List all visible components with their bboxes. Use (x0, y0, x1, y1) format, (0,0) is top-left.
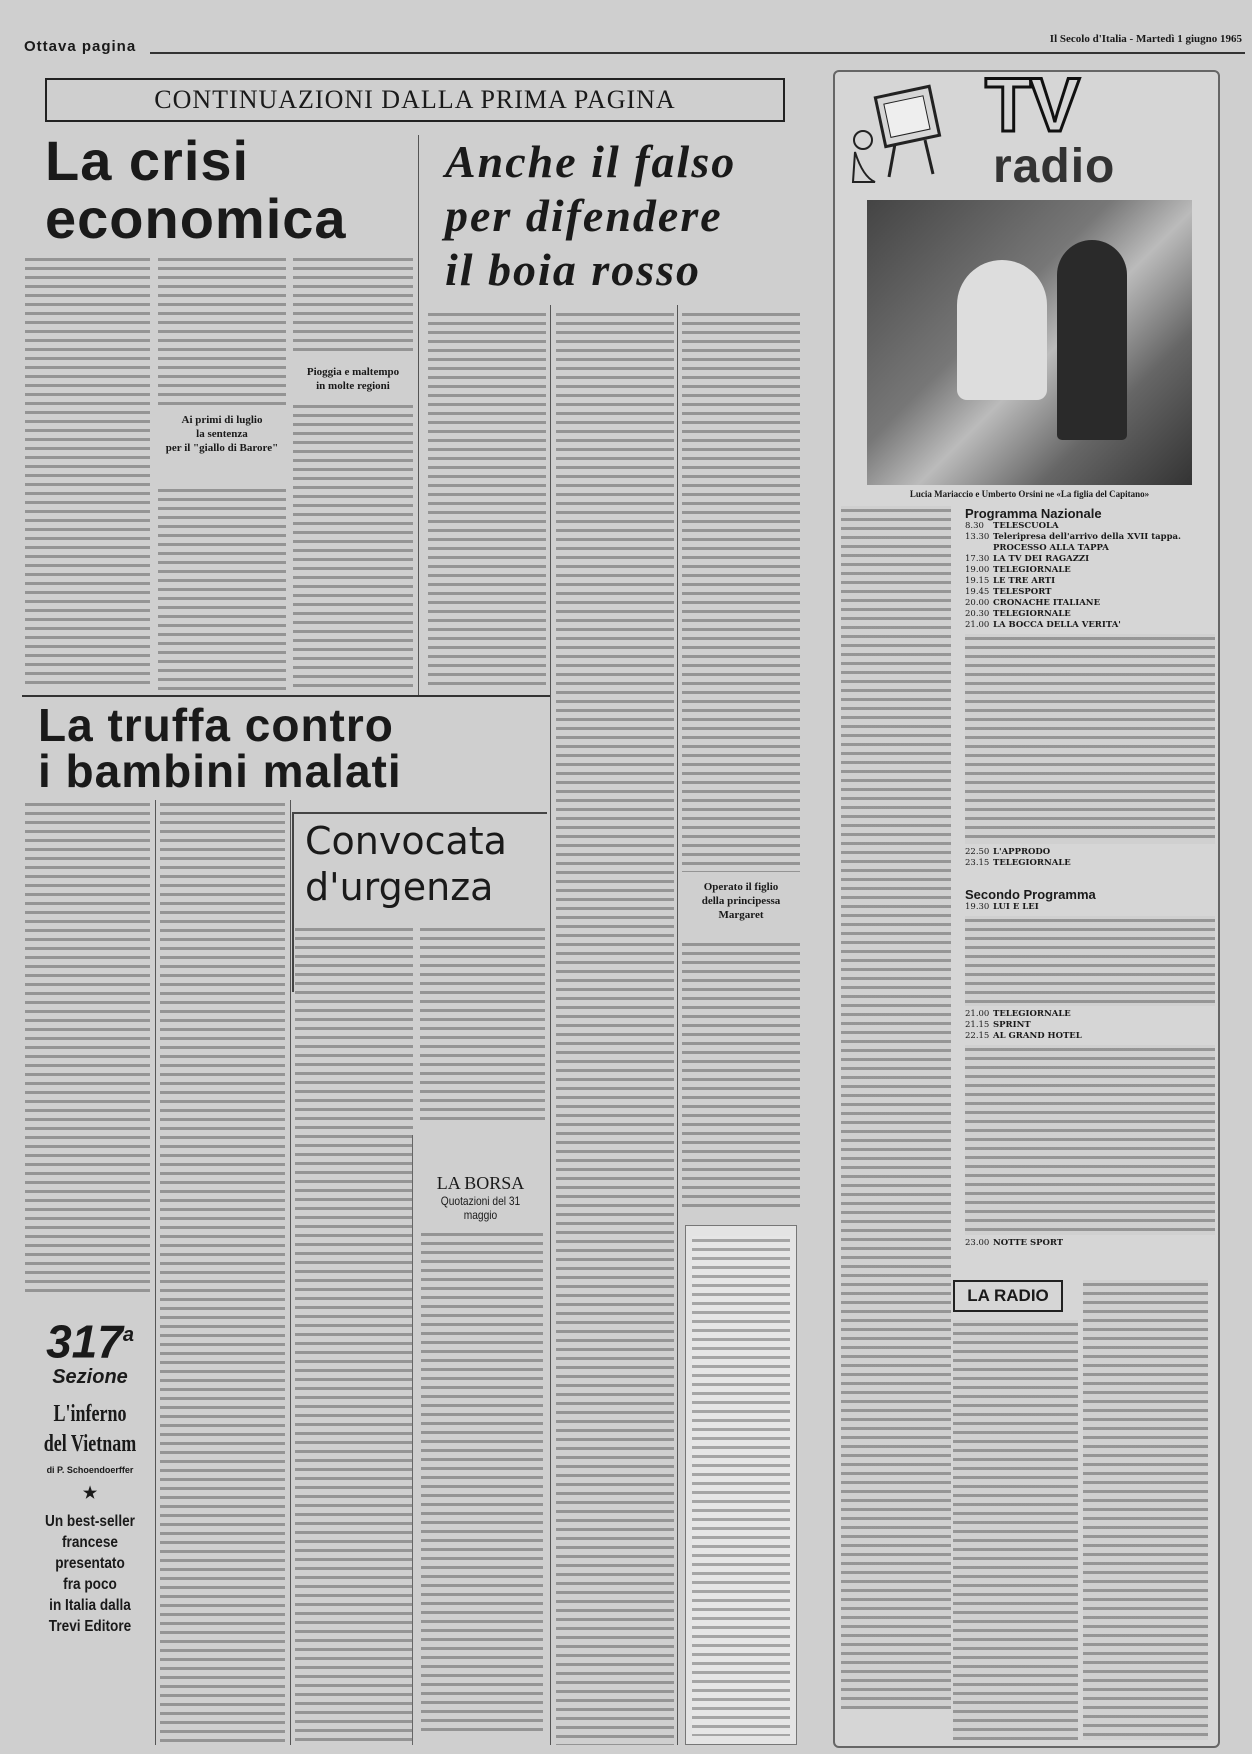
falso-headline (445, 135, 736, 297)
book-advert (28, 1310, 152, 1710)
column-rule (418, 135, 419, 695)
ad-blurb-line: fra poco (63, 1576, 117, 1594)
schedule-item (965, 565, 1215, 576)
column-rule (290, 800, 291, 1745)
schedule-time: 19.45 (965, 587, 990, 597)
schedule-time: 22.15 (965, 1031, 990, 1041)
notices-box (685, 1225, 797, 1745)
program-name: LUI E LEI (993, 902, 1039, 912)
dateline: Il Secolo d'Italia - Martedì 1 giugno 1965 (1049, 33, 1242, 45)
margaret-subhead (682, 879, 800, 923)
subhead-line: in molte regioni (316, 380, 390, 392)
schedule-item (965, 521, 1215, 532)
program-name: TELEGIORNALE (993, 858, 1071, 868)
headline-line: economica (45, 187, 347, 250)
subhead-line: la sentenza (196, 428, 248, 440)
radio-listings (953, 1320, 1078, 1740)
schedule-time: 23.15 (965, 858, 990, 868)
program-name: CRONACHE ITALIANE (993, 598, 1101, 608)
schedule-item (965, 587, 1215, 598)
program-name: TELESPORT (993, 587, 1052, 597)
column-rule (155, 800, 156, 1745)
tv-logo: TV (985, 63, 1079, 148)
scene-photo (867, 200, 1192, 485)
schedule-time: 21.00 (965, 620, 990, 630)
article-body (160, 800, 285, 1745)
schedule-time: 22.50 (965, 847, 990, 857)
subhead-line: Pioggia e maltempo (306, 366, 400, 378)
program-name: SPRINT (993, 1020, 1031, 1030)
schedule-item (965, 1031, 1215, 1042)
subhead-line: Ai primi di luglio (181, 414, 263, 426)
pioggia-subhead (293, 364, 413, 394)
program-name: LE TRE ARTI (993, 576, 1056, 586)
column-rule (550, 305, 551, 1745)
schedule-time: 21.00 (965, 1009, 990, 1019)
schedule-item (965, 1238, 1215, 1249)
headline-line: Anche il falso (445, 136, 737, 187)
article-body (428, 310, 546, 690)
article-body (25, 255, 150, 690)
secondo-programma (965, 887, 1215, 1249)
schedule-time: 19.30 (965, 902, 990, 912)
schedule-item (965, 609, 1215, 620)
schedule-item (965, 1009, 1215, 1020)
headline-line: per difendere (445, 190, 723, 241)
schedule-item (965, 598, 1215, 609)
schedule-item (965, 532, 1215, 554)
section-rule (22, 695, 550, 697)
ad-title: del Vietnam (43, 1431, 137, 1458)
schedule-time: 13.30 (965, 532, 990, 542)
actor-figure (1057, 240, 1127, 440)
section-label: Ottava pagina (24, 38, 137, 55)
program-name: AL GRAND HOTEL (993, 1031, 1082, 1041)
headline-line: La truffa contro (38, 699, 394, 751)
programma-nazionale (965, 506, 1215, 869)
schedule-item (965, 620, 1215, 631)
article-body (682, 940, 800, 1212)
schedule-item (965, 554, 1215, 565)
ad-blurb-line: in Italia dalla (49, 1597, 131, 1615)
schedule-item (965, 858, 1215, 869)
headline-line: il boia rosso (445, 244, 702, 295)
continuations-banner: CONTINUAZIONI DALLA PRIMA PAGINA (45, 78, 785, 122)
header-rule (150, 52, 1245, 54)
program-name: L'APPRODO (993, 847, 1051, 857)
giallo-subhead (158, 412, 286, 456)
headline-line: La crisi (45, 129, 250, 192)
notices-text (692, 1236, 790, 1736)
article-body (682, 310, 800, 872)
schedule-time: 19.00 (965, 565, 990, 575)
borsa-title: LA BORSA (436, 1173, 525, 1193)
program-description (965, 634, 1215, 844)
ad-number: 317 (46, 1315, 123, 1368)
tv-article-body (841, 506, 951, 1709)
program-name: TELESCUOLA (993, 521, 1059, 531)
ad-blurb-line: presentato (55, 1555, 125, 1573)
schedule-time: 17.30 (965, 554, 990, 564)
article-body (158, 486, 286, 690)
program-name: TELEGIORNALE (993, 565, 1071, 575)
schedule-time: 21.15 (965, 1020, 990, 1030)
schedule-time: 23.00 (965, 1238, 990, 1248)
schedule-item (965, 576, 1215, 587)
borsa-table (421, 1230, 543, 1735)
ad-title: L'inferno (53, 1401, 127, 1428)
article-body (293, 402, 413, 690)
article-body (25, 800, 150, 1295)
program-name: TELEGIORNALE (993, 609, 1071, 619)
headline-line: i bambini malati (38, 745, 402, 797)
program-name: TELEGIORNALE (993, 1009, 1071, 1019)
tv-radio-section (833, 63, 1220, 1748)
subhead-line: per il "giallo di Barore" (165, 442, 279, 454)
schedule-time: 19.15 (965, 576, 990, 586)
channel-title: Secondo Programma (965, 887, 1096, 902)
schedule-time: 20.30 (965, 609, 990, 619)
ad-blurb-line: Un best-seller (45, 1513, 135, 1531)
article-body (293, 255, 413, 357)
radio-logo: radio (993, 140, 1116, 193)
program-name: LA BOCCA DELLA VERITA' (993, 620, 1121, 630)
article-body (158, 255, 286, 405)
borsa-subtitle: Quotazioni del 31 maggio (440, 1194, 521, 1222)
article-body (420, 925, 545, 1125)
program-description (965, 1045, 1215, 1235)
crisi-headline (45, 129, 347, 250)
ad-author: di P. Schoendoerffer (46, 1465, 134, 1476)
schedule-time: 20.00 (965, 598, 990, 608)
schedule-item (965, 902, 1215, 913)
radio-listings (1083, 1280, 1208, 1740)
ad-blurb-line: Trevi Editore (48, 1618, 132, 1636)
program-name: LA TV DEI RAGAZZI (993, 554, 1090, 564)
star-icon: ★ (82, 1485, 98, 1503)
column-rule (677, 305, 678, 1745)
schedule-list (965, 902, 1215, 1249)
schedule-item (965, 1020, 1215, 1031)
actress-figure (957, 260, 1047, 400)
program-name: Teleripresa dell'arrivo della XVII tappa. PROCESSO ALLA TAPPA (993, 532, 1182, 553)
program-description (965, 916, 1215, 1006)
headline-line: Convocata (305, 819, 507, 863)
convocata-headline (305, 818, 507, 910)
ad-blurb-line: francese (62, 1534, 118, 1552)
truffa-headline (38, 699, 402, 797)
television-icon (845, 82, 945, 192)
headline-line: d'urgenza (305, 865, 494, 909)
article-body (295, 925, 413, 1745)
schedule-list (965, 521, 1215, 869)
ad-series: Sezione (52, 1366, 128, 1389)
radio-title: LA RADIO (953, 1280, 1063, 1312)
ad-sup: a (122, 1324, 134, 1346)
schedule-item (965, 847, 1215, 858)
subhead-line: della principessa Margaret (701, 895, 781, 921)
schedule-time: 8.30 (965, 521, 984, 531)
program-name: NOTTE SPORT (993, 1238, 1064, 1248)
channel-title: Programma Nazionale (965, 506, 1102, 521)
subhead-line: Operato il figlio (703, 881, 779, 893)
borsa-box (412, 1135, 548, 1745)
article-body (556, 310, 674, 1745)
photo-caption: Lucia Mariaccio e Umberto Orsini ne «La figlia del Capitano» (909, 489, 1150, 499)
